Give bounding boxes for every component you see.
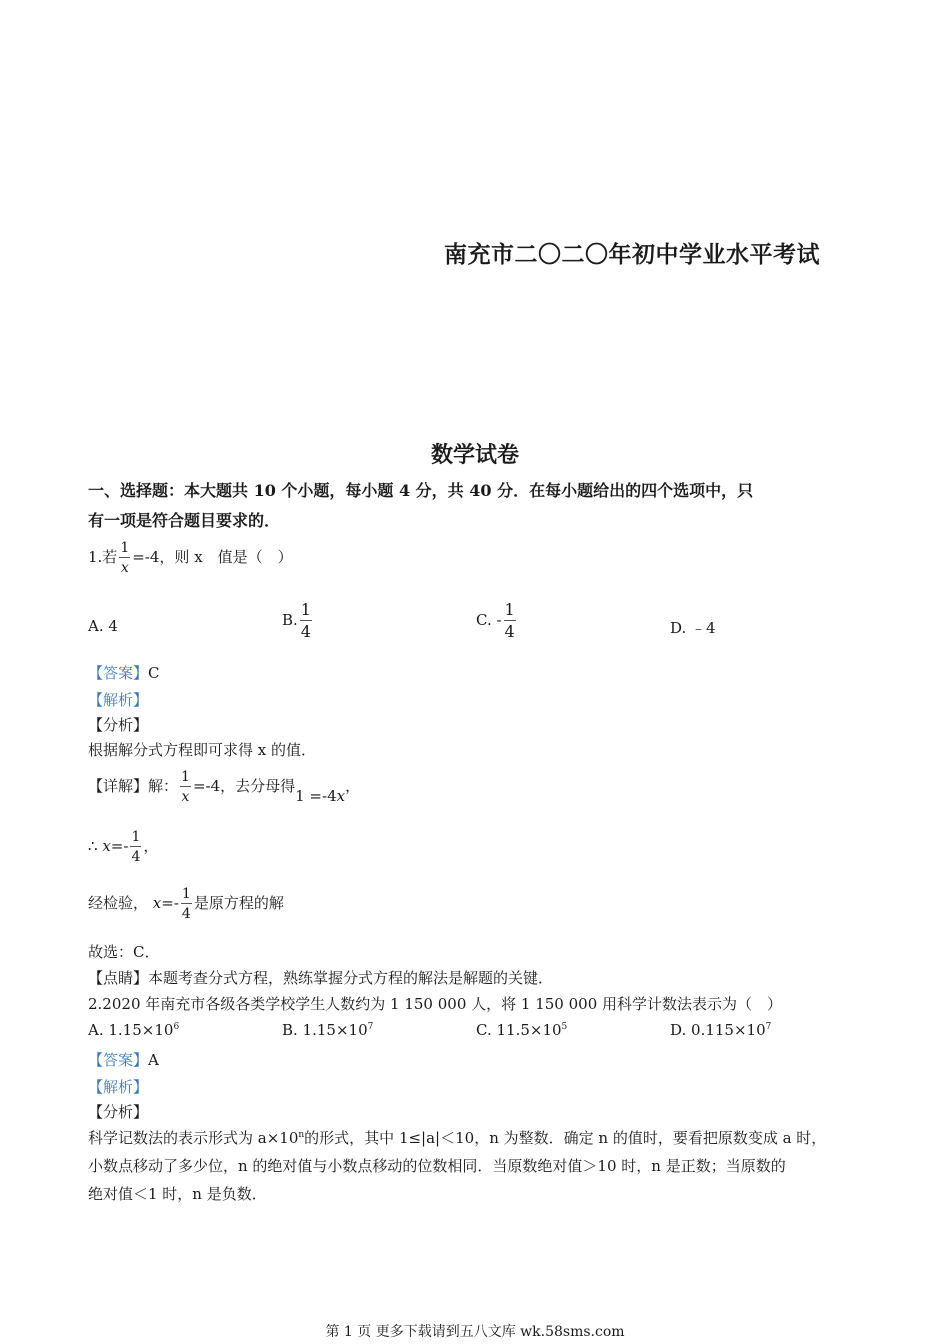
q1-detail: 【详解】解： $\frac{1}{x}$ =-4，去分母得1 =-4x， (88, 769, 361, 805)
q2-answer: 【答案】A (88, 1051, 159, 1069)
q2-option-c: C. $11.5\times 10^5$ (476, 1021, 568, 1039)
q2-analysis-tag: 【解析】 (88, 1078, 149, 1096)
q1-choose: 故选：C． (88, 943, 160, 961)
q1-answer: 【答案】C (88, 664, 160, 682)
q1-fenxi-tag: 【分析】 (88, 716, 149, 734)
q2-option-d: D. $0.115\times 10^7$ (670, 1021, 772, 1039)
q1-option-a: A. 4 (88, 617, 118, 635)
q1-option-b: B. $\frac{1}{4}$ (282, 600, 311, 641)
q2-fenxi-line1: 科学记数法的表示形式为 $a\times 10^n$的形式，其中 1≤|a|＜10，n 为整数．确定 n 的值时，要看把原数变成 a 时， (88, 1129, 827, 1147)
q2-option-b: B. $1.15\times 10^7$ (282, 1021, 374, 1039)
paper-subtitle: 数学试卷 (430, 442, 519, 468)
q1-analysis-tag: 【解析】 (88, 691, 149, 709)
q2-fenxi-line2: 小数点移动了多少位，n 的绝对值与小数点移动的位数相同．当原数绝对值＞10 时，n 是正数；当原数的 (88, 1157, 786, 1175)
q1-fenxi-text: 根据解分式方程即可求得 x 的值． (88, 741, 316, 759)
q2-option-a: A. $1.15\times 10^6$ (88, 1021, 180, 1039)
section-heading-line1: 一、选择题：本大题共 10 个小题，每小题 4 分，共 40 分．在每小题给出的四个选项中，只 (88, 481, 754, 500)
question-1-stem: 1.若 $\frac{1}{x}$ =-4，则 x 值是（ ） (88, 540, 293, 576)
exam-title: 南充市二〇二〇年初中学业水平考试 (444, 241, 820, 268)
section-heading-line2: 有一项是符合题目要求的． (88, 511, 281, 530)
q1-therefore: ∴ x=- $\frac{1}{4}$ ， (88, 829, 159, 865)
page-footer: 第 1 页 更多下载请到五八文库 wk.58sms.com (325, 1324, 625, 1340)
q1-check: 经检验， x=- $\frac{1}{4}$ 是原方程的解 (88, 886, 284, 922)
q2-fenxi-tag: 【分析】 (88, 1103, 149, 1121)
fraction: $\frac{1}{x}$ (120, 540, 130, 576)
question-2-stem: 2.2020 年南充市各级各类学校学生人数约为 1 150 000 人，将 1 150 000 用科学计数法表示为（ ） (88, 995, 783, 1013)
q1-comment: 【点睛】本题考查分式方程，熟练掌握分式方程的解法是解题的关键． (88, 969, 554, 987)
q1-option-d: D. ﹣4 (670, 619, 716, 637)
q2-fenxi-line3: 绝对值＜1 时，n 是负数． (88, 1185, 267, 1203)
q1-option-c: C. - $\frac{1}{4}$ (476, 600, 515, 641)
